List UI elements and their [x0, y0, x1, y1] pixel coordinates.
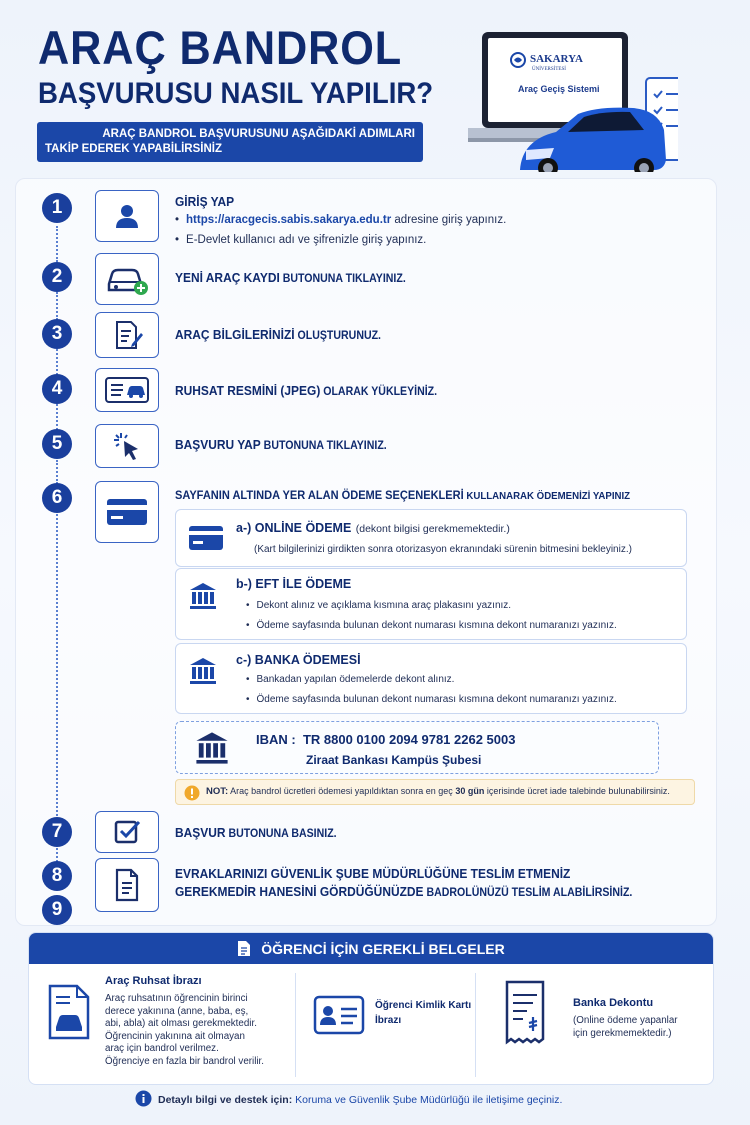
doc-line: için gerekmemektedir.) [573, 1027, 672, 1039]
step-bold: ARAÇ BİLGİLERİNİZİ [175, 327, 295, 342]
step-bold: BAŞVURU YAP [175, 437, 261, 452]
bank-branch: Ziraat Bankası Kampüs Şubesi [306, 753, 482, 767]
step-number: 2 [42, 262, 72, 292]
payment-bullet: • Dekont alınız ve açıklama kısmına araç plakasını yazınız. [246, 600, 511, 611]
step-icon-box [95, 811, 159, 853]
doc-line: Araç ruhsatının öğrencinin birinci [105, 993, 248, 1004]
note-end: içerisinde ücret iade talebinde bulunabilirsiniz. [484, 786, 670, 796]
doc-line: araç için bandrol verilmez. [105, 1043, 219, 1054]
page-subtitle: BAŞVURUSU NASIL YAPILIR? [38, 77, 434, 110]
step-bullet: • E-Devlet kullanıcı adı ve şifrenizle giriş yapınız. [175, 234, 426, 246]
bank-icon [188, 656, 218, 686]
connector [56, 292, 58, 320]
step-bold: GEREKMEDİR HANESİNİ GÖRDÜĞÜNÜZDE [175, 884, 424, 899]
connector [56, 404, 58, 430]
info-warning-icon [184, 785, 200, 801]
step-number: 1 [42, 193, 72, 223]
doc-line: Öğrenciye en fazla bir bandrol verilir. [105, 1055, 265, 1067]
bank-icon [194, 730, 230, 766]
click-cursor-icon [110, 429, 144, 463]
credit-card-icon [188, 524, 224, 552]
brand-sub: ÜNİVERSİTESİ [532, 67, 566, 72]
document-icon [112, 867, 142, 903]
note-label: NOT: [206, 786, 229, 797]
doc-line: abi, abla) ait olması gerekmektedir. [105, 1018, 257, 1029]
payment-desc: (Kart bilgilerinizi girdikten sonra otorizasyon ekranındaki sürenin bitmesini bekleyiniz.) [254, 544, 632, 555]
doc-title: İbrazı [375, 1015, 402, 1026]
page-title: ARAÇ BANDROL [38, 21, 403, 74]
connector [56, 514, 58, 820]
footer-info [135, 1090, 562, 1107]
step-rest: OLUŞTURUNUZ. [294, 330, 382, 342]
student-id-card-icon [313, 995, 365, 1035]
note-text: Araç bandrol ücretleri ödemesi yapıldıktan sonra en geç [228, 786, 456, 796]
intro-line1: ARAÇ BANDROL BAŞVURUSUNU AŞAĞIDAKİ ADIMLARI [102, 128, 415, 140]
divider [475, 973, 476, 1077]
screen-title: Araç Geçiş Sistemi [518, 84, 600, 94]
step-icon-box [95, 424, 159, 468]
checkbox-icon [112, 818, 142, 846]
step-rest: OLARAK YÜKLEYİNİZ. [320, 386, 438, 398]
user-icon [112, 201, 142, 231]
step-bold: SAYFANIN ALTINDA YER ALAN ÖDEME SEÇENEKLERİ [175, 488, 464, 502]
portal-link[interactable]: https://aracgecis.sabis.sakarya.edu.tr [186, 214, 392, 226]
payment-note: (dekont bilgisi gerekmemektedir.) [355, 523, 510, 535]
divider [295, 973, 296, 1077]
footer-bold: Detaylı bilgi ve destek için: [158, 1094, 293, 1106]
step-icon-box [95, 481, 159, 543]
payment-bank-box [175, 643, 687, 714]
step-icon-box [95, 858, 159, 912]
iban-label: IBAN : [256, 732, 296, 747]
step-icon-box [95, 190, 159, 242]
license-card-icon [104, 374, 150, 406]
refund-note [175, 779, 695, 805]
car-add-icon [105, 262, 149, 296]
payment-bullet: • Ödeme sayfasında bulunan dekont numarası kısmına dekont numaranızı yazınız. [246, 694, 617, 705]
step-number: 3 [42, 319, 72, 349]
connector [56, 349, 58, 375]
doc-title: Banka Dekontu [573, 997, 654, 1009]
step-rest: BUTONUNA TIKLAYINIZ. [279, 273, 406, 285]
brand-name: SAKARYA [530, 53, 583, 65]
step-number: 7 [42, 817, 72, 847]
intro-banner [37, 122, 423, 162]
step-rest: KULLANARAK ÖDEMENİZİ YAPINIZ [463, 490, 631, 502]
payment-bullet: • Ödeme sayfasında bulunan dekont numarası kısmına dekont numaranızı yazınız. [246, 620, 617, 631]
document-edit-icon [110, 318, 144, 352]
intro-line2: TAKİP EDEREK YAPABİLİRSİNİZ [45, 143, 223, 155]
doc-title: Araç Ruhsat İbrazı [105, 975, 202, 987]
connector [56, 460, 58, 484]
vehicle-license-icon [47, 983, 91, 1041]
credit-card-icon [105, 497, 149, 527]
required-documents [28, 932, 714, 1085]
link-suffix: adresine giriş yapınız. [391, 214, 507, 226]
info-icon [135, 1090, 152, 1107]
step-icon-box [95, 253, 159, 305]
bank-icon [188, 581, 218, 611]
step-number: 4 [42, 374, 72, 404]
payment-title: c-) BANKA ÖDEMESİ [236, 653, 361, 667]
step-number: 8 [42, 861, 72, 891]
step-number: 5 [42, 429, 72, 459]
step-rest: BUTONUNA BASINIZ. [225, 828, 337, 840]
step-rest: BADROLÜNÜZÜ TESLİM ALABİLİRSİNİZ. [423, 887, 633, 899]
step-icon-box [95, 312, 159, 358]
step-rest: BUTONUNA TIKLAYINIZ. [260, 440, 387, 452]
step-number: 9 [42, 895, 72, 925]
payment-eft-box [175, 568, 687, 640]
step-bold: RUHSAT RESMİNİ (JPEG) [175, 383, 321, 398]
footer-link[interactable]: Koruma ve Güvenlik Şube Müdürlüğü ile iletişime geçiniz. [292, 1094, 563, 1106]
step-bold: YENİ ARAÇ KAYDI [175, 270, 280, 285]
doc-line: (Online ödeme yapanlar [573, 1015, 678, 1026]
document-icon [237, 940, 251, 957]
payment-title: a-) ONLİNE ÖDEME [236, 521, 352, 535]
doc-line: derece yakınına (anne, baba, eş, [105, 1005, 249, 1017]
payment-bullet: • Bankadan yapılan ödemelerde dekont alınız. [246, 674, 454, 685]
step-bold: EVRAKLARINIZI GÜVENLİK ŞUBE MÜDÜRLÜĞÜNE TESLİM ETMENİZ [175, 866, 571, 881]
step-icon-box [95, 368, 159, 412]
receipt-icon [499, 979, 551, 1045]
step-number: 6 [42, 483, 72, 513]
iban-number[interactable]: TR 8800 0100 2094 9781 2262 5003 [302, 732, 516, 747]
payment-title: b-) EFT İLE ÖDEME [236, 577, 352, 591]
note-bold: 30 gün [455, 786, 485, 796]
step-title: GİRİŞ YAP [175, 194, 235, 209]
connector [56, 226, 58, 262]
doc-title: Öğrenci Kimlik Kartı [375, 1000, 472, 1011]
docs-header [29, 933, 713, 964]
laptop-car-illustration [468, 22, 678, 172]
iban-box [175, 721, 659, 774]
doc-line: Öğrencinin yakınına ait olmayan [105, 1030, 245, 1042]
connector [56, 848, 58, 862]
payment-online-box [175, 509, 687, 567]
docs-title: ÖĞRENCİ İÇİN GEREKLİ BELGELER [261, 940, 505, 957]
step-bold: BAŞVUR [175, 825, 226, 840]
